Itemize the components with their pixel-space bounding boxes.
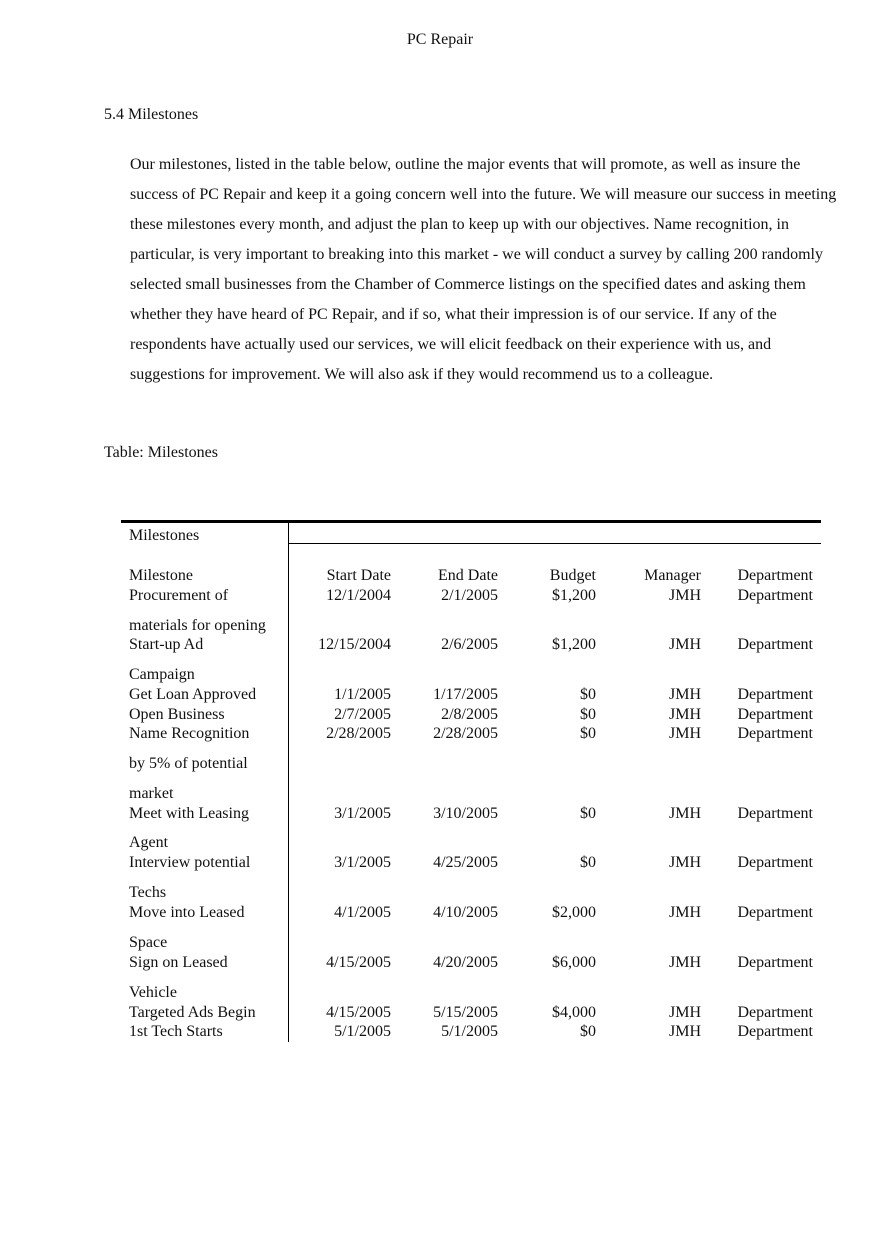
milestone-name: Space: [129, 934, 168, 951]
milestone-end-date: 3/10/2005: [433, 805, 498, 822]
milestone-name: by 5% of potential: [129, 755, 248, 772]
milestone-budget: $0: [580, 1023, 596, 1040]
header-budget: Budget: [549, 567, 596, 584]
milestone-manager: JMH: [668, 725, 701, 742]
milestone-department: Department: [737, 1023, 813, 1040]
milestone-name: Get Loan Approved: [129, 686, 257, 703]
milestone-budget: $1,200: [552, 587, 596, 604]
milestone-department: Department: [737, 686, 813, 703]
milestone-manager: JMH: [668, 686, 701, 703]
table-title-rule: [288, 543, 821, 544]
milestone-name: Sign on Leased: [129, 954, 228, 971]
milestone-budget: $1,200: [552, 636, 596, 653]
milestone-end-date: 5/1/2005: [441, 1023, 498, 1040]
milestone-manager: JMH: [668, 587, 701, 604]
milestone-name: Vehicle: [129, 984, 177, 1001]
milestone-start-date: 4/15/2005: [326, 1004, 391, 1021]
milestone-name: Campaign: [129, 666, 195, 683]
table-top-rule: [121, 520, 821, 523]
milestone-name: 1st Tech Starts: [129, 1023, 223, 1040]
milestone-budget: $0: [580, 725, 596, 742]
milestone-name: Open Business: [129, 706, 225, 723]
milestone-start-date: 12/1/2004: [326, 587, 391, 604]
milestone-name: Techs: [129, 884, 167, 901]
milestone-name: Targeted Ads Begin: [129, 1004, 256, 1021]
header-department: Department: [737, 567, 813, 584]
milestone-manager: JMH: [668, 954, 701, 971]
milestone-department: Department: [737, 587, 813, 604]
milestone-manager: JMH: [668, 706, 701, 723]
milestone-budget: $0: [580, 805, 596, 822]
milestone-name: Name Recognition: [129, 725, 250, 742]
milestone-budget: $0: [580, 686, 596, 703]
milestone-end-date: 4/20/2005: [433, 954, 498, 971]
milestone-start-date: 4/1/2005: [334, 904, 391, 921]
milestone-department: Department: [737, 725, 813, 742]
milestone-end-date: 2/1/2005: [441, 587, 498, 604]
header-milestone: Milestone: [129, 567, 193, 584]
milestone-manager: JMH: [668, 904, 701, 921]
milestone-department: Department: [737, 1004, 813, 1021]
milestone-end-date: 4/10/2005: [433, 904, 498, 921]
milestone-manager: JMH: [668, 854, 701, 871]
header-manager: Manager: [644, 567, 701, 584]
milestone-manager: JMH: [668, 805, 701, 822]
milestone-name: Agent: [129, 834, 169, 851]
intro-paragraph: Our milestones, listed in the table below, outline the major events that will promote, as well as insure the success of PC Repair and keep it a going concern well into the future. We will measure our success in meeting these milestones every month, and adjust the plan to keep up with our objectives. Name recognition, in particular, is very important to breaking into this market - we will conduct a survey by calling 200 randomly selected small businesses from the Chamber of Commerce listings on the specified dates and asking them whether they have heard of PC Repair, and if so, what their impression is of our service. If any of the respondents have actually used our services, we will elicit feedback on their experience with us, and suggestions for improvement. We will also ask if they would recommend us to a colleague.: [130, 156, 837, 383]
milestone-manager: JMH: [668, 1023, 701, 1040]
milestone-end-date: 2/28/2005: [433, 725, 498, 742]
milestone-budget: $0: [580, 854, 596, 871]
milestone-start-date: 3/1/2005: [334, 805, 391, 822]
header-end-date: End Date: [438, 567, 498, 584]
milestone-name: Start-up Ad: [129, 636, 204, 653]
milestone-end-date: 2/6/2005: [441, 636, 498, 653]
milestone-start-date: 2/7/2005: [334, 706, 391, 723]
milestone-department: Department: [737, 706, 813, 723]
milestone-name: Meet with Leasing: [129, 805, 249, 822]
milestone-name: materials for opening: [129, 617, 266, 634]
milestone-department: Department: [737, 854, 813, 871]
milestone-budget: $4,000: [552, 1004, 596, 1021]
milestones-table: [121, 520, 821, 1042]
table-title: Milestones: [129, 527, 200, 544]
milestone-budget: $2,000: [552, 904, 596, 921]
milestone-end-date: 1/17/2005: [433, 686, 498, 703]
milestone-end-date: 5/15/2005: [433, 1004, 498, 1021]
milestone-name: market: [129, 785, 174, 802]
milestone-start-date: 5/1/2005: [334, 1023, 391, 1040]
milestone-budget: $0: [580, 706, 596, 723]
milestone-start-date: 12/15/2004: [318, 636, 391, 653]
milestone-start-date: 3/1/2005: [334, 854, 391, 871]
milestone-name: Interview potential: [129, 854, 251, 871]
milestone-manager: JMH: [668, 636, 701, 653]
milestone-end-date: 4/25/2005: [433, 854, 498, 871]
milestone-start-date: 4/15/2005: [326, 954, 391, 971]
milestone-start-date: 1/1/2005: [334, 686, 391, 703]
milestone-department: Department: [737, 636, 813, 653]
milestone-department: Department: [737, 805, 813, 822]
milestone-name: Move into Leased: [129, 904, 245, 921]
table-column-divider: [288, 520, 289, 1042]
milestone-start-date: 2/28/2005: [326, 725, 391, 742]
milestone-budget: $6,000: [552, 954, 596, 971]
milestone-manager: JMH: [668, 1004, 701, 1021]
milestone-end-date: 2/8/2005: [441, 706, 498, 723]
table-caption: Table: Milestones: [104, 444, 218, 461]
header-start-date: Start Date: [326, 567, 391, 584]
milestone-name: Procurement of: [129, 587, 229, 604]
milestone-department: Department: [737, 904, 813, 921]
page-header: PC Repair: [406, 31, 474, 48]
milestone-department: Department: [737, 954, 813, 971]
section-title: 5.4 Milestones: [104, 106, 199, 123]
